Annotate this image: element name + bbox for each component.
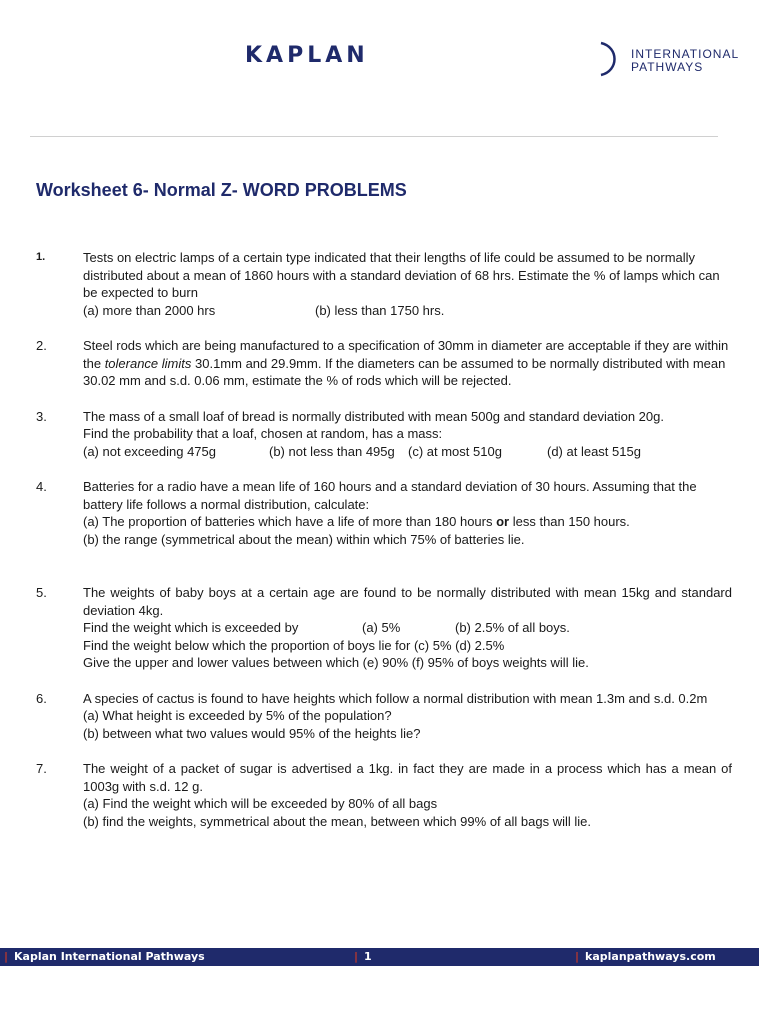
footer-divider-icon: | bbox=[4, 950, 9, 963]
question-options bbox=[83, 443, 732, 461]
question-part-a bbox=[83, 513, 732, 531]
question-part-a: (a) What height is exceeded by 5% of the population? bbox=[83, 708, 392, 723]
question-text: Tests on electric lamps of a certain type indicated that their lengths of life could be assumed to be normally distributed about a mean of 1860 hours with a standard deviation of 68 hrs. Estimate the % of lamps which can be expected to burn bbox=[83, 250, 720, 300]
option-a: (a) not exceeding 475g bbox=[83, 443, 216, 459]
question-text bbox=[83, 337, 732, 390]
question-text: The weights of baby boys at a certain age are found to be normally distributed with mean 15kg and standard deviation 4kg. bbox=[83, 585, 732, 618]
logo-arc-icon bbox=[597, 41, 623, 77]
question-6 bbox=[36, 690, 732, 743]
question-list bbox=[36, 249, 732, 830]
question-part-ef: Give the upper and lower values between which (e) 90% (f) 95% of boys weights will lie. bbox=[83, 655, 589, 670]
question-text-part: Steel rods which are being manufactured to a specification of 30mm in diameter are acceptable if they are within the bbox=[83, 338, 729, 371]
question-2 bbox=[36, 337, 732, 390]
question-text: Batteries for a radio have a mean life of 160 hours and a standard deviation of 30 hours. Assuming that the battery life follows a normal distribution, calculate: bbox=[83, 479, 697, 512]
logo-sub-line1: INTERNATIONAL bbox=[631, 47, 740, 61]
question-part-cd: Find the weight below which the proportion of boys lie for (c) 5% (d) 2.5% bbox=[83, 637, 505, 653]
question-text: The mass of a small loaf of bread is normally distributed with mean 500g and standard deviation 20g. bbox=[83, 408, 664, 424]
question-text: A species of cactus is found to have heights which follow a normal distribution with mean 1.3m and s.d. 0.2m bbox=[83, 690, 708, 706]
question-part-a: (a) Find the weight which will be exceeded by 80% of all bags bbox=[83, 796, 438, 811]
option-a: (a) 5% bbox=[362, 620, 401, 635]
logo-brand: KAPLAN bbox=[245, 43, 369, 68]
page-title: Worksheet 6- Normal Z- WORD PROBLEMS bbox=[36, 180, 407, 200]
question-text: The weight of a packet of sugar is advertised a 1kg. in fact they are made in a process which has a mean of 1003g with s.d. 12 g. bbox=[83, 761, 732, 794]
question-text-bold: or bbox=[496, 514, 510, 529]
question-number: 6. bbox=[36, 690, 47, 706]
question-7 bbox=[36, 760, 732, 830]
question-4 bbox=[36, 478, 732, 548]
footer-left bbox=[4, 948, 205, 966]
footer-divider-icon: | bbox=[354, 950, 359, 963]
page-footer bbox=[0, 948, 759, 966]
option-b: (b) 2.5% of all boys. bbox=[455, 620, 570, 635]
option-a: (a) more than 2000 hrs bbox=[83, 302, 216, 318]
footer-website: kaplanpathways.com bbox=[585, 950, 716, 963]
footer-center bbox=[354, 948, 372, 966]
question-number: 1. bbox=[36, 251, 46, 263]
option-b: (b) not less than 495g bbox=[269, 443, 395, 459]
footer-divider-icon: | bbox=[575, 950, 580, 963]
question-options bbox=[83, 302, 732, 320]
question-number: 3. bbox=[36, 408, 47, 424]
question-options bbox=[83, 619, 732, 637]
footer-brand: Kaplan International Pathways bbox=[14, 950, 205, 963]
question-text: Find the probability that a loaf, chosen at random, has a mass: bbox=[83, 426, 443, 441]
question-5 bbox=[36, 584, 732, 672]
question-1 bbox=[36, 249, 732, 319]
question-text-emphasis: tolerance limits bbox=[104, 355, 192, 371]
option-d: (d) at least 515g bbox=[547, 443, 641, 459]
option-lead: Find the weight which is exceeded by bbox=[83, 620, 299, 635]
option-c: (c) at most 510g bbox=[408, 443, 502, 459]
question-part-b: (b) find the weights, symmetrical about the mean, between which 99% of all bags will lie. bbox=[83, 813, 591, 829]
question-text-part: less than 150 hours. bbox=[509, 514, 630, 529]
logo-subtitle bbox=[631, 48, 739, 74]
question-text-part: (a) The proportion of batteries which have a life of more than 180 hours bbox=[83, 514, 497, 529]
header-divider bbox=[30, 136, 718, 137]
question-3 bbox=[36, 408, 732, 461]
option-b: (b) less than 1750 hrs. bbox=[315, 302, 445, 318]
question-number: 5. bbox=[36, 585, 47, 600]
question-part-b: (b) the range (symmetrical about the mean) within which 75% of batteries lie. bbox=[83, 531, 525, 547]
logo-sub-line2: PATHWAYS bbox=[631, 60, 704, 74]
question-number: 4. bbox=[36, 479, 47, 494]
footer-right bbox=[575, 948, 716, 966]
page-number: 1 bbox=[364, 950, 372, 963]
question-number: 2. bbox=[36, 338, 47, 353]
question-part-b: (b) between what two values would 95% of the heights lie? bbox=[83, 725, 421, 741]
question-text-part: 30.1mm and 29.9mm. If the diameters can be assumed to be normally distributed with mean 30.02 mm and s.d. 0.06 mm, estimate the % of rods which will be rejected. bbox=[83, 355, 726, 388]
question-number: 7. bbox=[36, 761, 47, 776]
